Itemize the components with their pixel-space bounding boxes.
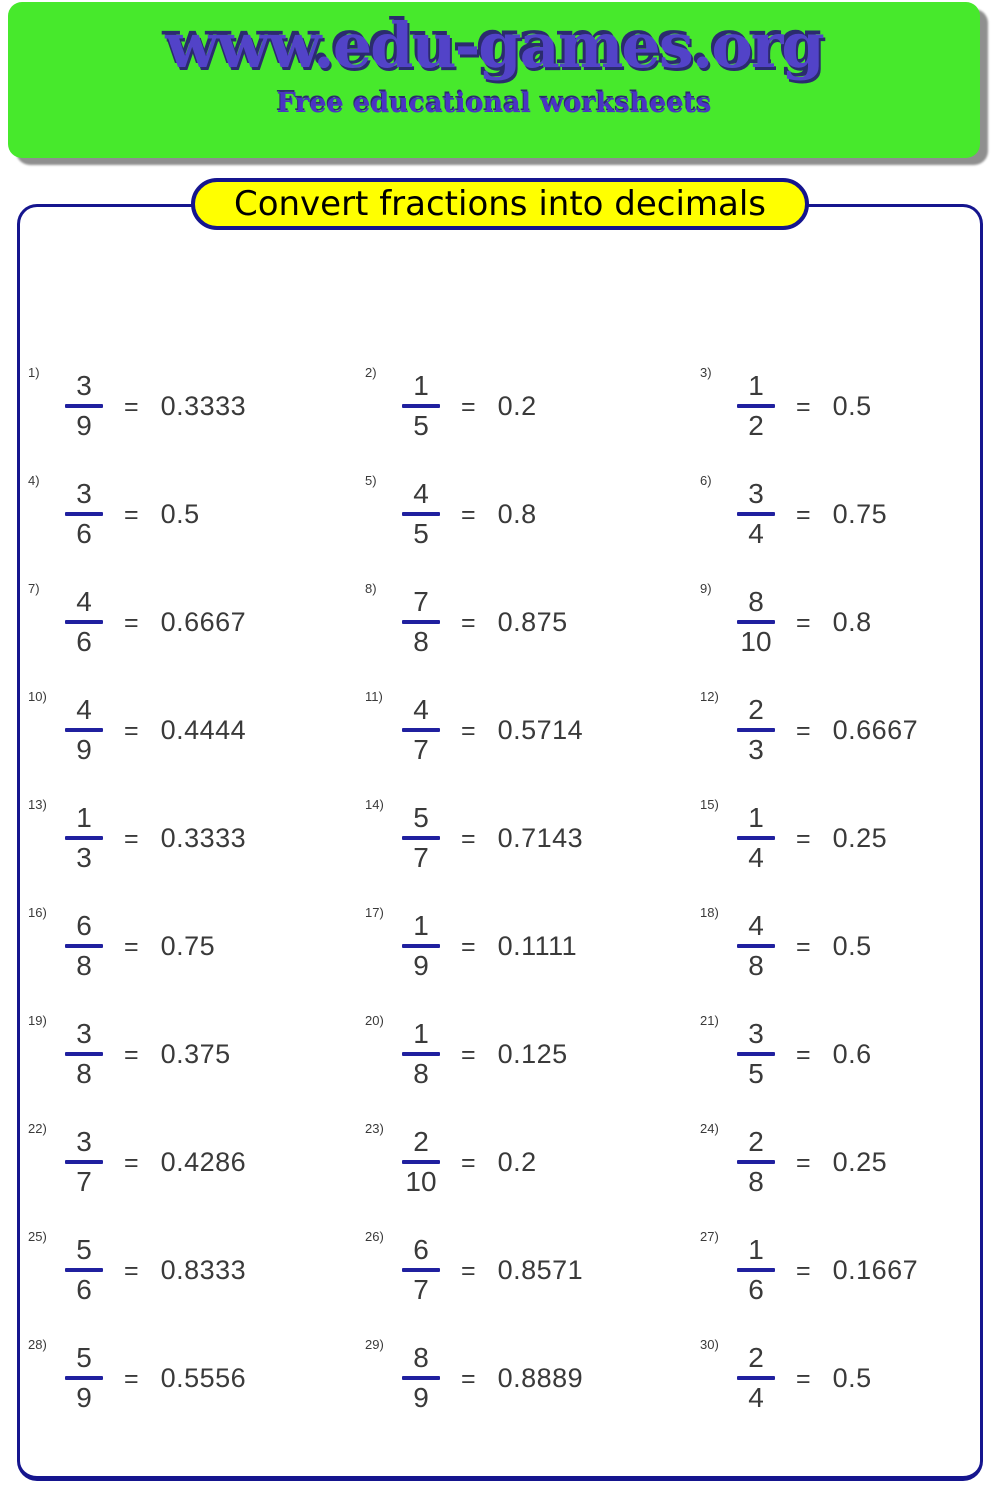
fraction <box>58 803 110 873</box>
problem-number: 9) <box>700 581 712 596</box>
answer-value: 0.25 <box>832 823 888 853</box>
problem-item <box>357 795 692 903</box>
fraction-bar <box>737 404 775 408</box>
equals-sign: = <box>461 1257 476 1285</box>
fraction <box>730 371 782 441</box>
fraction <box>395 1343 447 1413</box>
answer-value: 0.4444 <box>160 715 247 745</box>
fraction-denominator: 10 <box>405 1166 437 1197</box>
fraction-numerator: 6 <box>413 1234 429 1265</box>
equals-sign: = <box>461 717 476 745</box>
fraction <box>730 911 782 981</box>
fraction-numerator: 3 <box>748 1018 764 1049</box>
fraction-denominator: 7 <box>76 1166 92 1197</box>
problem-item <box>692 579 980 687</box>
answer-value: 0.6667 <box>160 607 247 637</box>
fraction-numerator: 3 <box>76 1018 92 1049</box>
fraction <box>730 587 782 657</box>
problem-item <box>357 1335 692 1443</box>
fraction-denominator: 6 <box>76 626 92 657</box>
equals-sign: = <box>796 717 811 745</box>
fraction-bar <box>402 1160 440 1164</box>
problem-number: 20) <box>365 1013 384 1028</box>
equals-sign: = <box>124 825 139 853</box>
fraction-denominator: 9 <box>413 950 429 981</box>
answer-value: 0.2 <box>497 391 537 421</box>
equals-sign: = <box>461 393 476 421</box>
problem-number: 8) <box>365 581 377 596</box>
fraction-bar <box>402 1052 440 1056</box>
fraction-numerator: 1 <box>748 802 764 833</box>
fraction-bar <box>737 836 775 840</box>
fraction-numerator: 4 <box>413 478 429 509</box>
fraction <box>395 695 447 765</box>
fraction <box>58 371 110 441</box>
fraction <box>730 803 782 873</box>
equals-sign: = <box>461 1365 476 1393</box>
equals-sign: = <box>796 825 811 853</box>
fraction-numerator: 3 <box>76 1126 92 1157</box>
fraction-bar <box>402 728 440 732</box>
problem-item <box>20 903 357 1011</box>
problems-grid <box>20 363 980 1443</box>
fraction-bar <box>402 1268 440 1272</box>
problem-number: 13) <box>28 797 47 812</box>
equals-sign: = <box>124 393 139 421</box>
fraction-bar <box>737 512 775 516</box>
fraction-denominator: 5 <box>413 518 429 549</box>
fraction-numerator: 5 <box>76 1342 92 1373</box>
fraction-denominator: 5 <box>748 1058 764 1089</box>
problem-item <box>692 1011 980 1119</box>
equals-sign: = <box>796 393 811 421</box>
answer-value: 0.1111 <box>497 931 578 961</box>
equals-sign: = <box>124 1041 139 1069</box>
fraction-numerator: 1 <box>413 370 429 401</box>
answer-value: 0.8 <box>832 607 872 637</box>
problem-item <box>357 687 692 795</box>
problem-number: 2) <box>365 365 377 380</box>
problem-number: 3) <box>700 365 712 380</box>
problem-item <box>20 1227 357 1335</box>
problem-item <box>20 687 357 795</box>
equals-sign: = <box>124 717 139 745</box>
problem-item <box>20 579 357 687</box>
fraction-numerator: 1 <box>748 1234 764 1265</box>
fraction <box>58 1235 110 1305</box>
fraction-numerator: 1 <box>413 910 429 941</box>
fraction <box>58 1127 110 1197</box>
equals-sign: = <box>124 1149 139 1177</box>
problem-number: 26) <box>365 1229 384 1244</box>
answer-value: 0.8571 <box>497 1255 584 1285</box>
equals-sign: = <box>796 933 811 961</box>
fraction-denominator: 8 <box>76 1058 92 1089</box>
problem-item <box>692 687 980 795</box>
problem-item <box>692 1227 980 1335</box>
fraction <box>58 1343 110 1413</box>
answer-value: 0.5714 <box>497 715 584 745</box>
fraction-numerator: 1 <box>413 1018 429 1049</box>
fraction <box>58 479 110 549</box>
answer-value: 0.25 <box>832 1147 888 1177</box>
problem-number: 12) <box>700 689 719 704</box>
equals-sign: = <box>796 1149 811 1177</box>
answer-value: 0.4286 <box>160 1147 247 1177</box>
problem-item <box>692 795 980 903</box>
problem-number: 1) <box>28 365 40 380</box>
problem-number: 27) <box>700 1229 719 1244</box>
fraction-bar <box>737 1160 775 1164</box>
fraction-denominator: 5 <box>413 410 429 441</box>
problem-item <box>357 903 692 1011</box>
problem-number: 10) <box>28 689 47 704</box>
answer-value: 0.5556 <box>160 1363 247 1393</box>
fraction <box>730 479 782 549</box>
equals-sign: = <box>461 1041 476 1069</box>
answer-value: 0.75 <box>160 931 216 961</box>
fraction-denominator: 8 <box>748 1166 764 1197</box>
fraction <box>730 1019 782 1089</box>
problem-number: 14) <box>365 797 384 812</box>
fraction-bar <box>402 944 440 948</box>
fraction <box>395 1019 447 1089</box>
equals-sign: = <box>796 501 811 529</box>
problem-number: 5) <box>365 473 377 488</box>
equals-sign: = <box>124 609 139 637</box>
equals-sign: = <box>124 1365 139 1393</box>
fraction-bar <box>65 1052 103 1056</box>
site-header <box>8 2 980 158</box>
fraction-numerator: 1 <box>76 802 92 833</box>
fraction-denominator: 4 <box>748 842 764 873</box>
fraction-denominator: 9 <box>76 410 92 441</box>
answer-value: 0.375 <box>160 1039 231 1069</box>
fraction <box>730 1127 782 1197</box>
problem-number: 21) <box>700 1013 719 1028</box>
fraction-numerator: 3 <box>76 478 92 509</box>
problem-number: 18) <box>700 905 719 920</box>
fraction-denominator: 3 <box>748 734 764 765</box>
problem-item <box>692 363 980 471</box>
fraction <box>58 1019 110 1089</box>
problem-number: 19) <box>28 1013 47 1028</box>
answer-value: 0.1667 <box>832 1255 919 1285</box>
problem-number: 7) <box>28 581 40 596</box>
equals-sign: = <box>461 825 476 853</box>
fraction <box>395 1127 447 1197</box>
fraction-denominator: 2 <box>748 410 764 441</box>
fraction-denominator: 8 <box>748 950 764 981</box>
problem-number: 29) <box>365 1337 384 1352</box>
fraction <box>395 1235 447 1305</box>
fraction-bar <box>402 404 440 408</box>
fraction-bar <box>402 512 440 516</box>
equals-sign: = <box>124 1257 139 1285</box>
equals-sign: = <box>796 1041 811 1069</box>
equals-sign: = <box>796 1365 811 1393</box>
fraction <box>395 803 447 873</box>
problem-item <box>20 1119 357 1227</box>
fraction-denominator: 8 <box>413 1058 429 1089</box>
fraction-bar <box>402 836 440 840</box>
answer-value: 0.5 <box>832 391 872 421</box>
answer-value: 0.8889 <box>497 1363 584 1393</box>
equals-sign: = <box>461 609 476 637</box>
fraction-bar <box>65 404 103 408</box>
answer-value: 0.3333 <box>160 391 247 421</box>
fraction-bar <box>65 944 103 948</box>
fraction-denominator: 10 <box>740 626 772 657</box>
worksheet-title-banner <box>191 178 809 230</box>
fraction-denominator: 4 <box>748 1382 764 1413</box>
problem-item <box>20 471 357 579</box>
problem-number: 16) <box>28 905 47 920</box>
answer-value: 0.5 <box>832 931 872 961</box>
fraction-numerator: 2 <box>748 1126 764 1157</box>
problem-item <box>357 1227 692 1335</box>
answer-value: 0.2 <box>497 1147 537 1177</box>
fraction <box>395 911 447 981</box>
problem-item <box>20 795 357 903</box>
fraction-bar <box>737 1268 775 1272</box>
fraction-denominator: 8 <box>413 626 429 657</box>
problem-number: 6) <box>700 473 712 488</box>
fraction-bar <box>402 1376 440 1380</box>
fraction <box>395 479 447 549</box>
equals-sign: = <box>461 501 476 529</box>
fraction-denominator: 7 <box>413 1274 429 1305</box>
fraction-numerator: 8 <box>413 1342 429 1373</box>
problem-item <box>692 1335 980 1443</box>
fraction-numerator: 2 <box>413 1126 429 1157</box>
fraction-denominator: 6 <box>748 1274 764 1305</box>
answer-value: 0.6 <box>832 1039 872 1069</box>
problem-number: 4) <box>28 473 40 488</box>
fraction-numerator: 6 <box>76 910 92 941</box>
fraction-bar <box>65 728 103 732</box>
fraction-bar <box>737 620 775 624</box>
fraction-bar <box>737 1376 775 1380</box>
problem-item <box>20 363 357 471</box>
problem-item <box>692 903 980 1011</box>
fraction-numerator: 7 <box>413 586 429 617</box>
problem-item <box>20 1011 357 1119</box>
answer-value: 0.875 <box>497 607 568 637</box>
fraction-numerator: 1 <box>748 370 764 401</box>
problem-number: 17) <box>365 905 384 920</box>
fraction-denominator: 4 <box>748 518 764 549</box>
problem-item <box>692 471 980 579</box>
fraction-bar <box>402 620 440 624</box>
problem-item <box>20 1335 357 1443</box>
answer-value: 0.6667 <box>832 715 919 745</box>
fraction-numerator: 5 <box>413 802 429 833</box>
fraction-numerator: 4 <box>76 694 92 725</box>
problem-item <box>357 471 692 579</box>
fraction-numerator: 2 <box>748 694 764 725</box>
problems-panel <box>17 204 983 1481</box>
fraction-numerator: 3 <box>76 370 92 401</box>
problem-item <box>357 1011 692 1119</box>
fraction-denominator: 7 <box>413 734 429 765</box>
fraction <box>58 695 110 765</box>
worksheet-title: Convert fractions into decimals <box>233 184 767 224</box>
fraction-numerator: 2 <box>748 1342 764 1373</box>
problem-number: 22) <box>28 1121 47 1136</box>
fraction <box>395 587 447 657</box>
fraction <box>58 911 110 981</box>
fraction <box>58 587 110 657</box>
equals-sign: = <box>461 1149 476 1177</box>
problem-number: 25) <box>28 1229 47 1244</box>
problem-number: 24) <box>700 1121 719 1136</box>
fraction-bar <box>65 1160 103 1164</box>
problem-number: 15) <box>700 797 719 812</box>
problem-item <box>357 363 692 471</box>
fraction <box>730 1235 782 1305</box>
fraction-denominator: 9 <box>413 1382 429 1413</box>
equals-sign: = <box>124 933 139 961</box>
fraction-denominator: 6 <box>76 1274 92 1305</box>
problem-item <box>692 1119 980 1227</box>
problem-item <box>357 579 692 687</box>
fraction-numerator: 4 <box>413 694 429 725</box>
problem-number: 28) <box>28 1337 47 1352</box>
fraction-denominator: 9 <box>76 1382 92 1413</box>
fraction-bar <box>65 620 103 624</box>
fraction-bar <box>65 1376 103 1380</box>
fraction-bar <box>737 944 775 948</box>
site-subtitle: Free educational worksheets <box>276 88 712 119</box>
fraction-bar <box>65 1268 103 1272</box>
fraction-numerator: 4 <box>76 586 92 617</box>
fraction-numerator: 5 <box>76 1234 92 1265</box>
fraction-bar <box>65 512 103 516</box>
answer-value: 0.8333 <box>160 1255 247 1285</box>
fraction <box>730 695 782 765</box>
fraction-denominator: 7 <box>413 842 429 873</box>
site-title: www.edu-games.org <box>165 9 823 82</box>
equals-sign: = <box>461 933 476 961</box>
fraction-denominator: 8 <box>76 950 92 981</box>
fraction <box>395 371 447 441</box>
fraction-denominator: 9 <box>76 734 92 765</box>
equals-sign: = <box>796 1257 811 1285</box>
fraction-numerator: 8 <box>748 586 764 617</box>
answer-value: 0.75 <box>832 499 888 529</box>
fraction-bar <box>737 1052 775 1056</box>
problem-number: 11) <box>365 689 383 704</box>
equals-sign: = <box>796 609 811 637</box>
equals-sign: = <box>124 501 139 529</box>
answer-value: 0.8 <box>497 499 537 529</box>
fraction <box>730 1343 782 1413</box>
problem-number: 23) <box>365 1121 384 1136</box>
fraction-bar <box>65 836 103 840</box>
answer-value: 0.5 <box>832 1363 872 1393</box>
fraction-denominator: 3 <box>76 842 92 873</box>
fraction-numerator: 4 <box>748 910 764 941</box>
answer-value: 0.7143 <box>497 823 584 853</box>
answer-value: 0.3333 <box>160 823 247 853</box>
problem-number: 30) <box>700 1337 719 1352</box>
answer-value: 0.5 <box>160 499 200 529</box>
fraction-bar <box>737 728 775 732</box>
problem-item <box>357 1119 692 1227</box>
fraction-denominator: 6 <box>76 518 92 549</box>
fraction-numerator: 3 <box>748 478 764 509</box>
answer-value: 0.125 <box>497 1039 568 1069</box>
